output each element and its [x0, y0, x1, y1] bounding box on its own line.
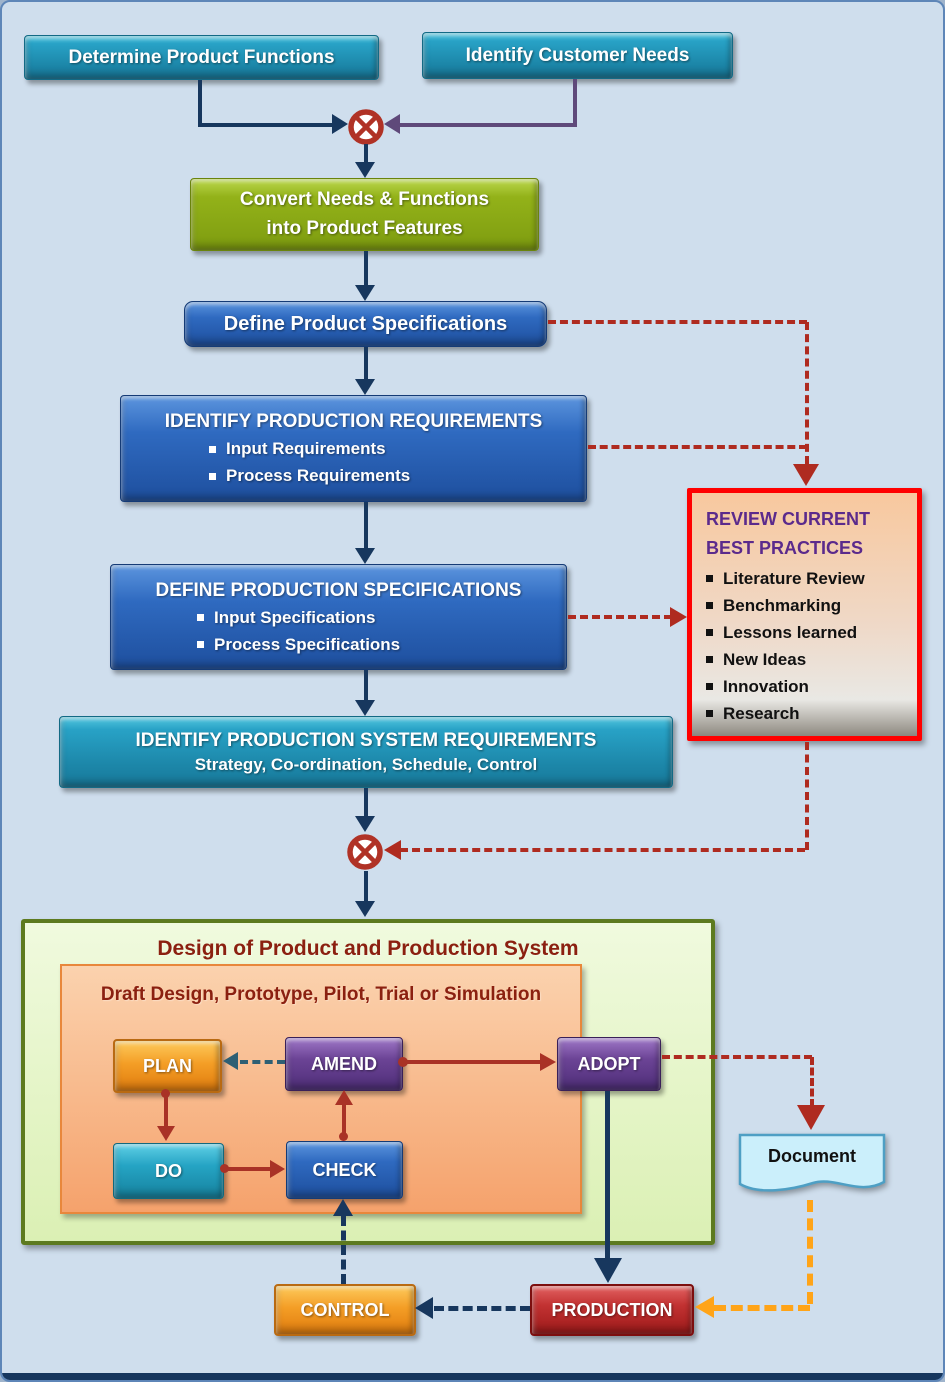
- ipsr-subtitle: Strategy, Co-ordination, Schedule, Control: [194, 754, 538, 774]
- identify-customer-needs-box: [422, 32, 733, 79]
- define-production-specifications-box: [110, 564, 567, 670]
- arrowhead-into-check: [270, 1160, 285, 1178]
- define-product-specifications-label: Define Product Specifications: [223, 312, 508, 335]
- review-bullet-1: Literature Review: [723, 568, 865, 588]
- review-bullet-row: [706, 704, 907, 724]
- convert-needs-line2: into Product Features: [266, 217, 463, 239]
- review-bullet-row: [706, 569, 907, 589]
- connector-determine-down: [198, 80, 202, 127]
- arrowhead-into-production-right: [695, 1296, 714, 1318]
- connector-amend-adopt: [406, 1060, 542, 1064]
- junction-circle-x-1: [347, 108, 385, 146]
- connector-do-check: [224, 1167, 272, 1171]
- draft-design-title: Draft Design, Prototype, Pilot, Trial or Simulation: [100, 984, 542, 1005]
- dps-bullet-2: Process Specifications: [214, 634, 401, 654]
- review-bullet-row: [706, 677, 907, 697]
- bullet-square-icon: [706, 575, 713, 582]
- arrowhead-into-dps: [355, 285, 375, 301]
- define-production-specifications-title: DEFINE PRODUCTION SPECIFICATIONS: [155, 579, 522, 601]
- control-label: CONTROL: [300, 1299, 390, 1320]
- bullet-square-icon: [197, 614, 204, 621]
- connector-plan-do: [164, 1093, 168, 1127]
- dashed-dpspec-to-review: [568, 615, 672, 619]
- do-label: DO: [155, 1160, 182, 1181]
- arrowhead-into-adopt: [540, 1053, 556, 1071]
- connector-dpspec-ipsr: [364, 670, 368, 701]
- dps-bullet-1: Input Specifications: [214, 607, 376, 627]
- connector-ipsr-junction2: [364, 788, 368, 816]
- arrowhead-into-check-bottom: [333, 1199, 353, 1216]
- review-bullet-2: Benchmarking: [723, 595, 842, 615]
- connector-identify-left: [398, 123, 577, 127]
- arrowhead-into-junction2-right: [384, 840, 401, 860]
- amend-label: AMEND: [311, 1053, 377, 1074]
- arrowhead-into-control: [415, 1297, 433, 1319]
- bullet-square-icon: [197, 641, 204, 648]
- connector-adopt-production: [605, 1091, 610, 1259]
- connector-ipr-dpspec: [364, 502, 368, 548]
- arrowhead-into-do: [157, 1126, 175, 1141]
- convert-needs-box: [190, 178, 539, 251]
- arrowhead-into-junction1-right: [384, 114, 400, 134]
- document-label: Document: [767, 1146, 856, 1166]
- connector-dps-ipr: [364, 347, 368, 380]
- check-label: CHECK: [312, 1159, 377, 1180]
- arrowhead-into-production-top: [594, 1258, 622, 1283]
- dashed-adopt-down: [810, 1057, 814, 1107]
- adopt-box: [557, 1037, 661, 1091]
- dashed-review-to-junction2: [400, 848, 805, 852]
- connector-check-amend: [342, 1104, 346, 1137]
- junction-circle-x-2: [346, 833, 384, 871]
- adopt-label: ADOPT: [577, 1053, 641, 1074]
- identify-production-requirements-box: [120, 395, 587, 502]
- review-best-practices-box: [687, 488, 922, 741]
- arrowhead-into-ipsr: [355, 700, 375, 716]
- dashed-dps-to-review: [548, 320, 807, 324]
- bullet-square-icon: [706, 656, 713, 663]
- bullet-square-icon: [706, 602, 713, 609]
- arrowhead-into-document: [797, 1105, 825, 1130]
- ipr-bullet-row: [209, 439, 410, 459]
- connector-junction1-convert: [364, 144, 368, 164]
- bullet-square-icon: [209, 446, 216, 453]
- amend-box: [285, 1037, 403, 1091]
- connector-identify-down: [573, 79, 577, 127]
- connector-determine-right: [198, 123, 336, 127]
- dashed-review-vertical-bottom: [805, 742, 809, 850]
- plan-box: [113, 1039, 222, 1093]
- review-bullet-row: [706, 596, 907, 616]
- do-box: [113, 1143, 224, 1199]
- check-box: [286, 1141, 403, 1199]
- dashed-ipr-to-review: [588, 445, 807, 449]
- dashed-control-to-check: [341, 1216, 346, 1284]
- bullet-square-icon: [706, 683, 713, 690]
- review-bullet-5: Innovation: [723, 676, 809, 696]
- arrowhead-into-amend: [335, 1090, 353, 1105]
- connector-convert-dps: [364, 251, 368, 286]
- arrowhead-into-convert: [355, 162, 375, 178]
- arrowhead-into-ipr: [355, 379, 375, 395]
- production-box: [530, 1284, 694, 1336]
- bottom-border-bar: [2, 1373, 943, 1380]
- arrowhead-into-review-left: [670, 607, 687, 627]
- determine-product-functions-box: [24, 35, 379, 80]
- ipsr-title: IDENTIFY PRODUCTION SYSTEM REQUIREMENTS: [135, 729, 597, 751]
- determine-product-functions-label: Determine Product Functions: [68, 46, 335, 68]
- dps-bullet-row: [197, 635, 400, 655]
- arrowhead-into-design: [355, 901, 375, 917]
- convert-needs-line1: Convert Needs & Functions: [239, 189, 490, 210]
- ipr-bullet-2: Process Requirements: [226, 466, 411, 485]
- ipr-bullet-1: Input Requirements: [226, 439, 386, 458]
- dashed-review-vertical-top: [805, 322, 809, 464]
- dashed-amend-to-plan: [240, 1060, 285, 1064]
- identify-production-system-requirements-box: [59, 716, 673, 788]
- identify-production-requirements-title: IDENTIFY PRODUCTION REQUIREMENTS: [164, 411, 543, 432]
- connector-junction2-design: [364, 871, 368, 902]
- arrowhead-into-plan: [223, 1052, 238, 1070]
- arrowhead-into-junction2-top: [355, 816, 375, 832]
- identify-customer-needs-label: Identify Customer Needs: [465, 44, 690, 66]
- arrowhead-into-junction1-left: [332, 114, 348, 134]
- plan-label: PLAN: [143, 1055, 192, 1076]
- dashed-adopt-right: [662, 1055, 812, 1059]
- review-bullet-4: New Ideas: [723, 649, 807, 669]
- dashed-production-to-control: [434, 1306, 530, 1311]
- control-box: [274, 1284, 416, 1336]
- production-label: PRODUCTION: [551, 1299, 673, 1320]
- ipr-bullet-row: [209, 466, 410, 486]
- arrowhead-into-dpspec: [355, 548, 375, 564]
- bullet-square-icon: [209, 473, 216, 480]
- bullet-square-icon: [706, 629, 713, 636]
- arrowhead-into-review-top: [793, 464, 819, 486]
- dashed-document-down: [807, 1200, 813, 1304]
- review-bullet-row: [706, 650, 907, 670]
- review-bullet-3: Lessons learned: [723, 622, 858, 642]
- document-shape: [737, 1132, 887, 1200]
- review-title-line2: BEST PRACTICES: [706, 537, 864, 558]
- define-product-specifications-box: [184, 301, 547, 347]
- bullet-square-icon: [706, 710, 713, 717]
- review-bullet-row: [706, 623, 907, 643]
- dashed-document-left: [714, 1305, 810, 1311]
- review-title-line1: REVIEW CURRENT: [706, 509, 871, 529]
- design-system-title: Design of Product and Production System: [157, 937, 579, 960]
- dps-bullet-row: [197, 608, 400, 628]
- review-bullet-6: Research: [723, 703, 800, 723]
